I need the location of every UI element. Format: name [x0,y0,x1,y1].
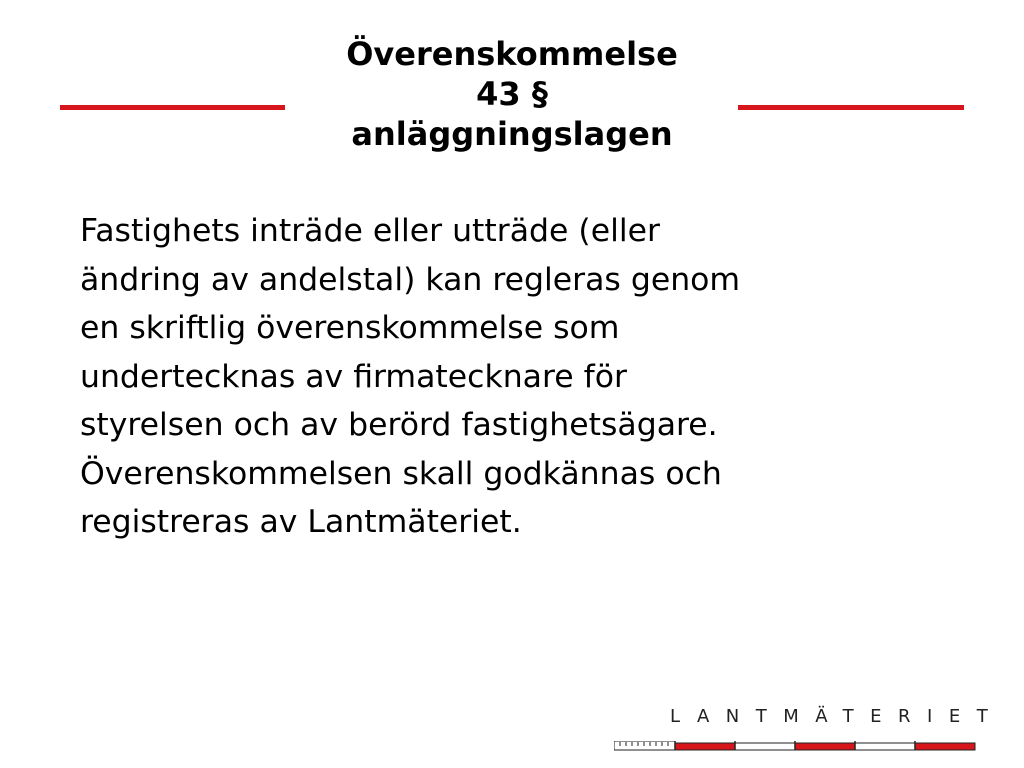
body-line-7: registreras av Lantmäteriet. [80,504,522,540]
title-line-2: 43 § [476,75,548,113]
logo-wordmark: LANTMÄTERIET [670,706,1005,727]
body-line-1: Fastighets inträde eller utträde (eller [80,213,660,249]
title-line-3: anläggningslagen [351,115,673,153]
slide-title [200,34,824,154]
body-line-4: undertecknas av firmatecknare för [80,358,627,395]
body-line-2: ändring av andelstal) kan regleras genom [80,261,741,298]
body-line-3: en skriftlig överenskommelse som [80,310,620,346]
body-line-6: Överenskommelsen skall godkännas och [80,455,722,492]
lantmateriet-logo [614,704,1005,750]
body-paragraph [80,207,960,547]
scale-bar-icon [614,741,976,751]
title-line-1: Överenskommelse [346,35,678,73]
body-line-5: styrelsen och av berörd fastighetsägare. [80,407,718,443]
